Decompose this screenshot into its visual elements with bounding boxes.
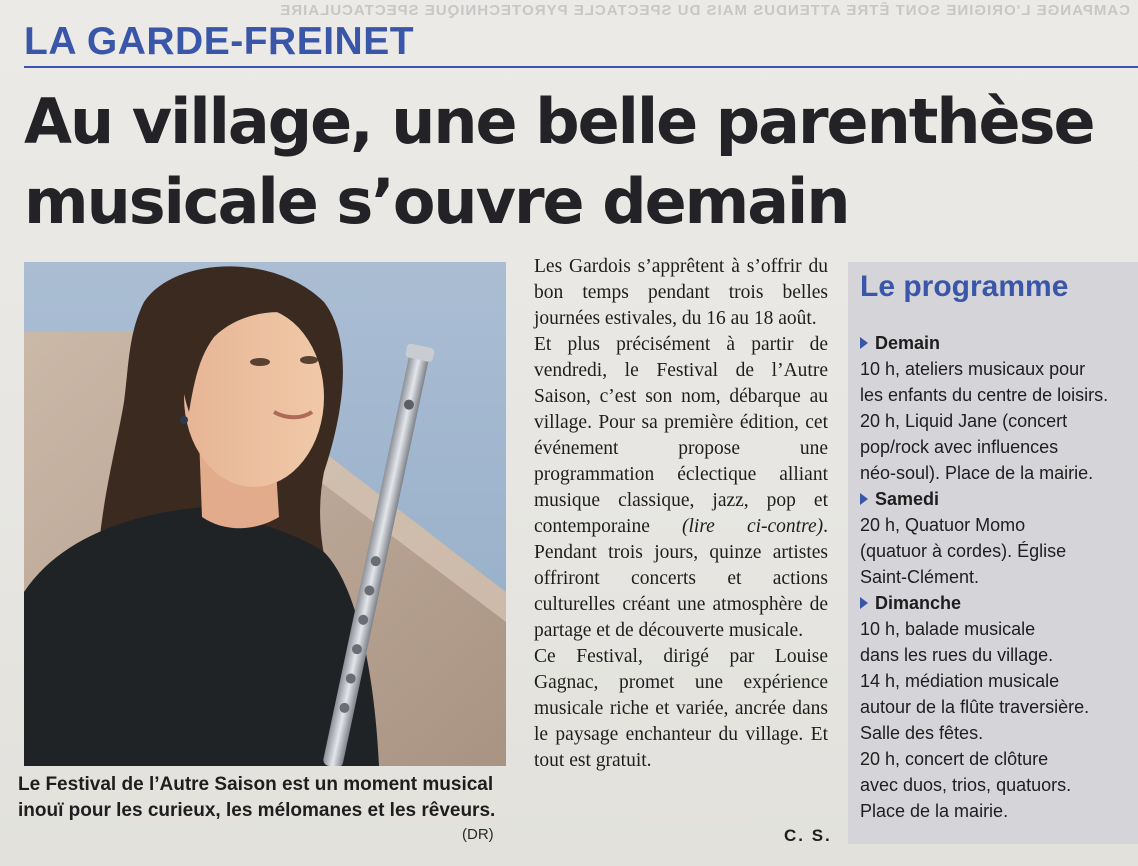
program-line: autour de la flûte traversière. — [860, 697, 1090, 717]
program-line: 20 h, concert de clôture — [860, 749, 1049, 769]
headline-line-2: musicale s’ouvre demain — [24, 165, 849, 238]
triangle-bullet-icon — [860, 597, 868, 609]
body-paragraph-1: Les Gardois s’apprêtent à s’offrir du bon temps pendant trois belles journées estivales, du 16 au 18 août. — [534, 256, 828, 329]
program-line: les enfants du centre de loisirs. — [860, 385, 1109, 405]
cross-reference: (lire ci-contre) — [681, 516, 824, 537]
program-line: avec duos, trios, quatuors. — [860, 775, 1072, 795]
day-name: Dimanche — [875, 593, 962, 613]
flutist-photo — [24, 262, 506, 766]
program-line: Place de la mairie. — [860, 801, 1009, 821]
program-day-dimanche — [860, 590, 1136, 616]
body-paragraph-3: Ce Festival, dirigé par Louise Gagnac, promet une expérience musicale riche et variée, ancrée dans le paysage enchanteur du village. Et tout est gratuit. — [534, 646, 828, 771]
body-paragraph-2 — [534, 332, 828, 644]
headline — [24, 82, 1134, 242]
triangle-bullet-icon — [860, 493, 868, 505]
headline-line-1: Au village, une belle parenthèse — [24, 85, 1094, 158]
body-paragraph-2-part-b: . Pendant trois jours, quinze artistes offriront concerts et actions culturelles créant une atmosphère de partage et de découverte musicale. — [534, 516, 828, 641]
article-body — [534, 254, 828, 774]
kicker-divider — [24, 66, 1138, 68]
triangle-bullet-icon — [860, 337, 868, 349]
program-line: Saint-Clément. — [860, 567, 980, 587]
program-day-demain — [860, 330, 1136, 356]
program-line: pop/rock avec influences — [860, 437, 1059, 457]
program-day-samedi — [860, 486, 1136, 512]
day-name: Demain — [875, 333, 941, 353]
body-paragraph-2-part-a: Et plus précisément à partir de vendredi, le Festival de l’Autre Saison, c’est son nom, débarque au village. Pour sa première édition, cet événement propose une programmation éclectique alliant musique classique, jazz, pop et contemporaine — [534, 334, 828, 537]
flutist-photo-illustration — [24, 262, 506, 766]
program-line: (quatuor à cordes). Église — [860, 541, 1067, 561]
photo-caption: Le Festival de l’Autre Saison est un moment musical inouï pour les curieux, les mélomanes et les rêveurs. — [18, 774, 496, 821]
program-line: Salle des fêtes. — [860, 723, 984, 743]
program-line: néo-soul). Place de la mairie. — [860, 463, 1094, 483]
bleed-through-text: CAMPANGE L'ORIGINE SONT ÊTRE ATTENDUS MAIS DU SPECTACLE PYROTECHNIQUE SPECTACULAIRE — [279, 2, 1130, 19]
program-line: 20 h, Quatuor Momo — [860, 515, 1026, 535]
program-line: 10 h, balade musicale — [860, 619, 1036, 639]
photo-credit: (DR) — [462, 826, 494, 843]
program-line: 10 h, ateliers musicaux pour — [860, 359, 1086, 379]
program-list — [860, 330, 1136, 824]
program-line: 14 h, médiation musicale — [860, 671, 1060, 691]
program-title: Le programme — [860, 270, 1069, 303]
author-signature: C. S. — [784, 826, 832, 845]
program-line: 20 h, Liquid Jane (concert — [860, 411, 1068, 431]
day-name: Samedi — [875, 489, 940, 509]
program-line: dans les rues du village. — [860, 645, 1054, 665]
section-kicker: LA GARDE-FREINET — [24, 20, 415, 63]
